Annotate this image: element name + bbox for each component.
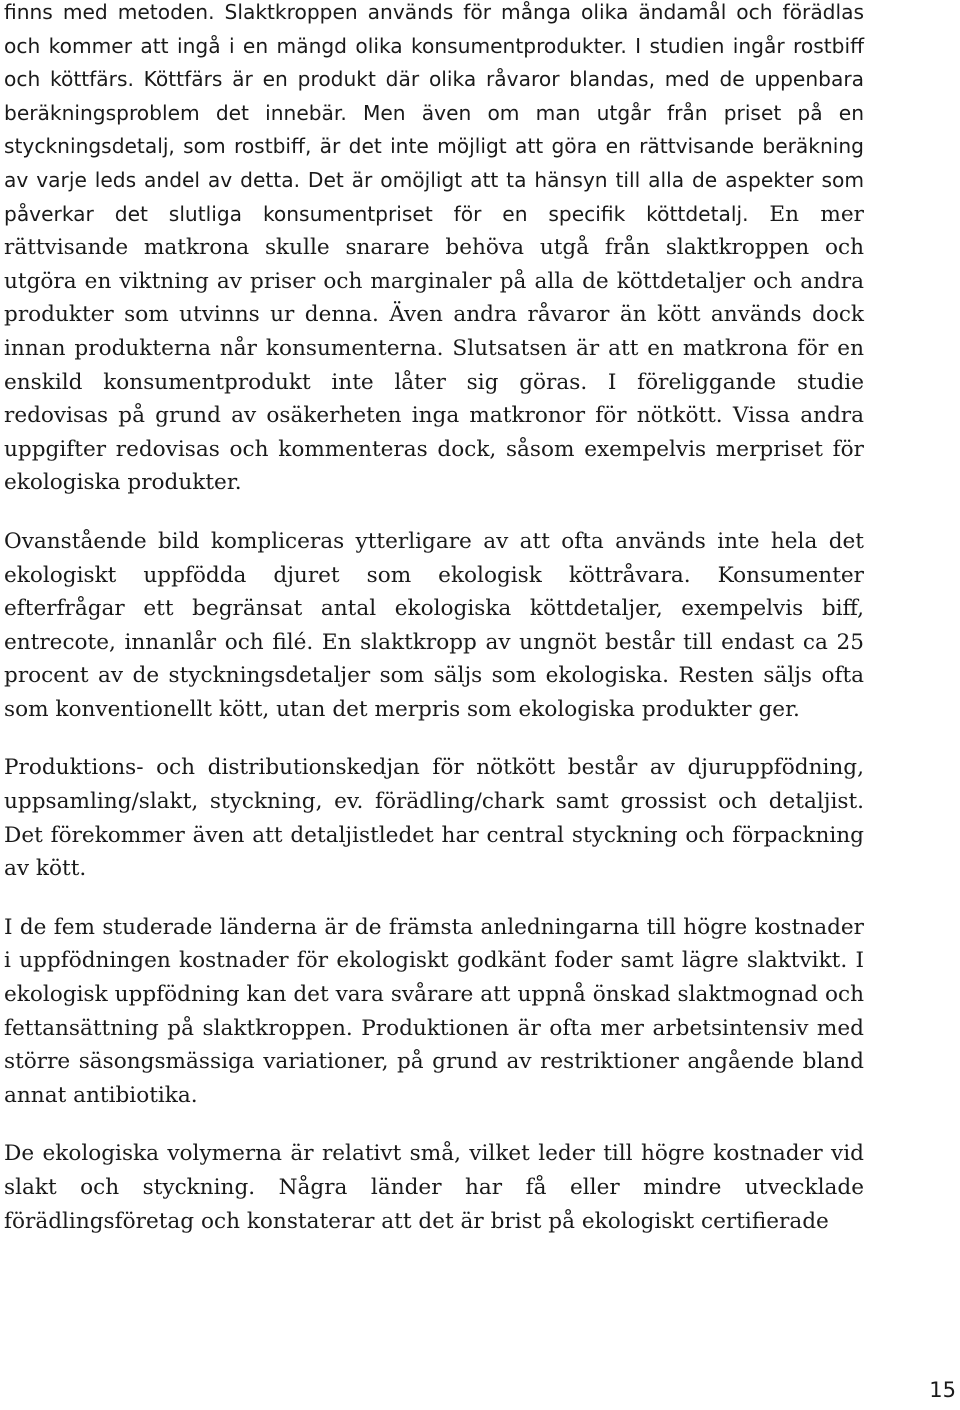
paragraph-1-segment-1: finns med metoden. Slaktkroppen används för många olika ändamål och förädlas och kommer att ingå i en mängd olika konsumentprodukter. I studien ingår rostbiff och köttfärs. Köttfärs är en produkt där olika råvaror blandas, med de uppenbara beräkningsproblem det innebär. Men även om man utgår från priset på en styckningsdetalj, som rostbiff, är det inte möjligt att göra en rättvisande beräkning av varje leds andel av detta. Det är omöjligt att ta hänsyn till alla de aspekter som påverkar det slutliga konsumentpriset för en specifik köttdetalj. xyxy=(4,0,864,226)
page-number: 15 xyxy=(929,1378,956,1402)
paragraph-4-text: I de fem studerade länderna är de främsta anledningarna till högre kostnader i uppfödningen kostnader för ekologiskt godkänt foder samt lägre slaktvikt. I ekologisk uppfödning kan det vara svårare att uppnå önskad slaktmognad och fettansättning på slaktkroppen. Produktionen är ofta mer arbetsintensiv med större säsongsmässiga variationer, på grund av restriktioner angående bland annat antibiotika. xyxy=(4,914,864,1108)
paragraph-5-text: De ekologiska volymerna är relativt små, vilket leder till högre kostnader vid slakt och styckning. Några länder har få eller mindre utvecklade förädlingsföretag och konstaterar att det är brist på ekologiskt certifierade xyxy=(4,1141,864,1234)
paragraph-3-text: Produktions- och distributionskedjan för nötkött består av djuruppfödning, uppsamling/slakt, styckning, ev. förädling/chark samt grossist och detaljist. Det förekommer även att detaljistledet har central styckning och förpackning av kött. xyxy=(4,755,864,882)
paragraph-3 xyxy=(4,751,864,885)
document-body xyxy=(4,0,864,1263)
paragraph-2-text: Ovanstående bild kompliceras ytterligare av att ofta används inte hela det ekologiskt uppfödda djuret som ekologisk köttråvara. Konsumenter efterfrågar ett begränsat antal ekologiska köttdetaljer, exempelvis biff, entrecote, innanlår och filé. En slaktkropp av ungnöt består till endast ca 25 procent av de styckningsdetaljer som säljs som ekologiska. Resten säljs ofta som konventionellt kött, utan det merpris som ekologiska produkter ger. xyxy=(4,528,864,722)
paragraph-1 xyxy=(4,0,864,500)
paragraph-4 xyxy=(4,911,864,1113)
paragraph-1-segment-2: En mer rättvisande matkrona skulle snarare behöva utgå från slaktkroppen och utgöra en viktning av priser och marginaler på alla de köttdetaljer och andra produkter som utvinns ur denna. Även andra råvaror än kött används dock innan produkterna når konsumenterna. Slutsatsen är att en matkrona för en enskild konsumentprodukt inte låter sig göras. I föreliggande studie redovisas på grund av osäkerheten inga matkronor för nötkött. Vissa andra uppgifter redovisas och kommenteras dock, såsom exempelvis merpriset för ekologiska produkter. xyxy=(4,201,864,496)
paragraph-2 xyxy=(4,525,864,727)
paragraph-5 xyxy=(4,1137,864,1238)
